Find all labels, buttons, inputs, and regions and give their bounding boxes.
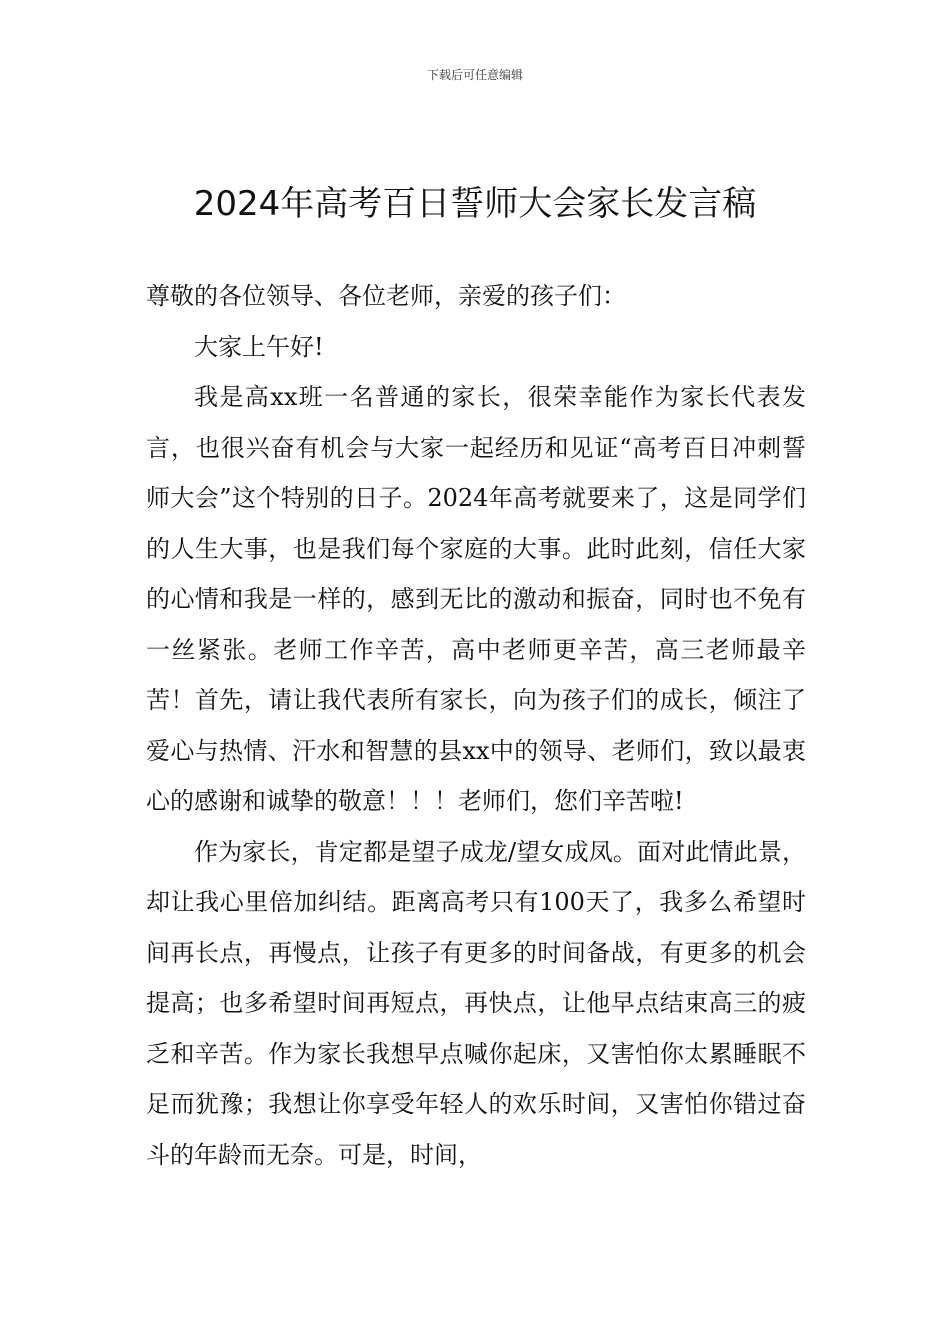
paragraph-introduction: 我是高xx班一名普通的家长，很荣幸能作为家长代表发言，也很兴奋有机会与大家一起经历和见证“高考百日冲刺誓师大会”这个特别的日子。2024年高考就要来了，这是同学们的人生大事，也是我们每个家庭的大事。此时此刻，信任大家的心情和我是一样的，感到无比的激动和振奋，同时也不免有一丝紧张。老师工作辛苦，高中老师更辛苦，高三老师最辛苦！首先，请让我代表所有家长，向为孩子们的成长，倾注了爱心与热情、汗水和智慧的县xx中的领导、老师们，致以最衷心的感谢和诚挚的敬意！！！老师们，您们辛苦啦! xyxy=(146,383,806,815)
document-body xyxy=(146,271,806,1180)
paragraph-parent-feelings: 作为家长，肯定都是望子成龙/望女成凤。面对此情此景，却让我心里倍加纠结。距离高考只有100天了，我多么希望时间再长点，再慢点，让孩子有更多的时间备战，有更多的机会提高；也多希望时间再短点，再快点，让他早点结束高三的疲乏和辛苦。作为家长我想早点喊你起床，又害怕你太累睡眠不足而犹豫；我想让你享受年轻人的欢乐时间，又害怕你错过奋斗的年龄而无奈。可是，时间， xyxy=(146,837,806,1169)
header-note: 下载后可任意编辑 xyxy=(426,68,523,82)
document-title: 2024年高考百日誓师大会家长发言稿 xyxy=(193,184,757,224)
paragraph-salutation: 尊敬的各位领导、各位老师，亲爱的孩子们： xyxy=(146,282,626,310)
paragraph-greeting: 大家上午好! xyxy=(194,332,324,361)
